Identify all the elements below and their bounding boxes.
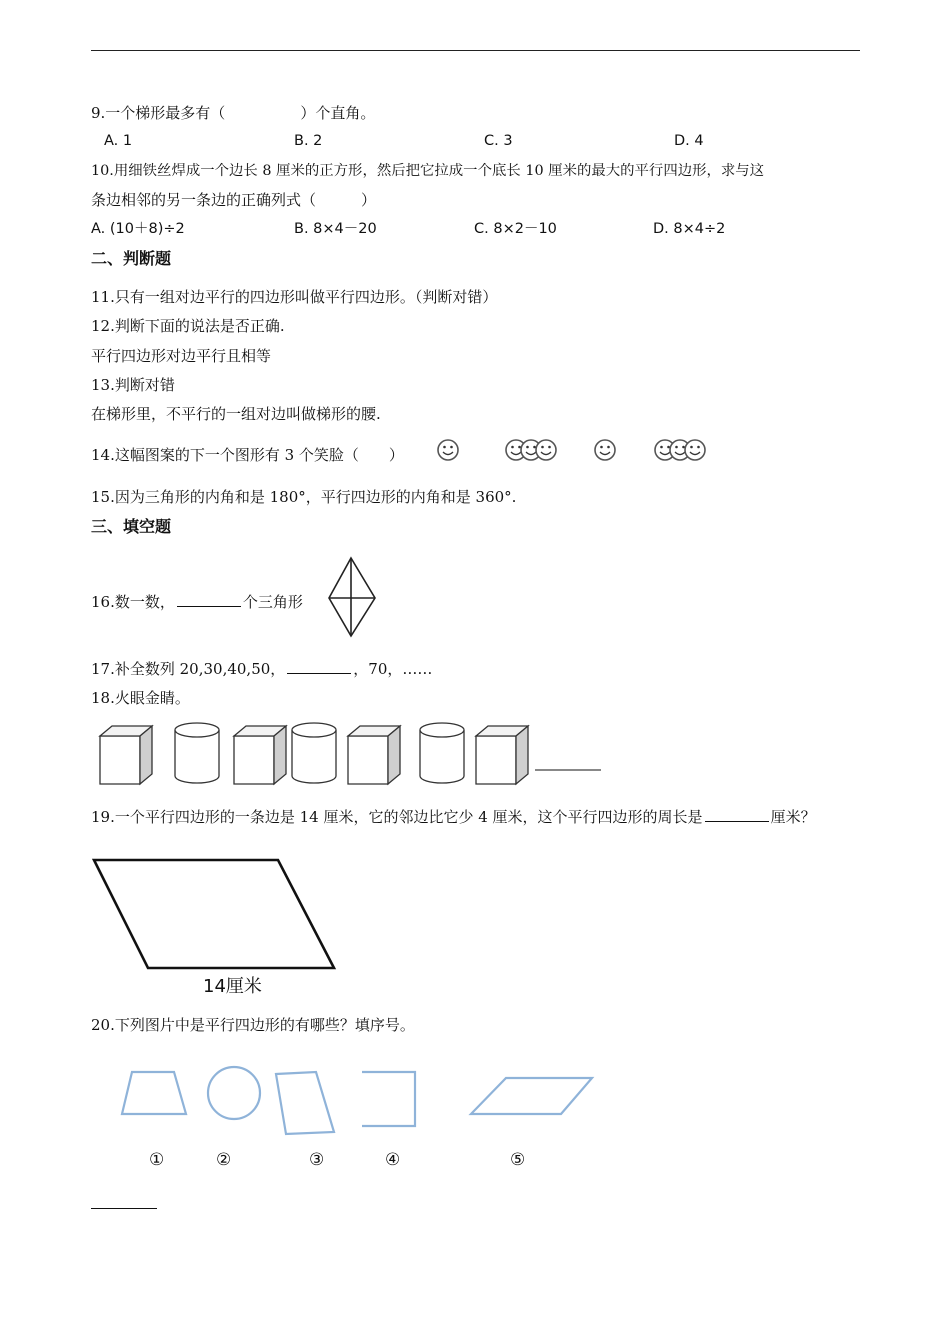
parallelogram-shape [471, 1078, 592, 1114]
open-square-shape [362, 1072, 415, 1126]
question-18: 18.火眼金睛。 [91, 689, 190, 707]
q10-option-d: D. 8×4÷2 [653, 221, 726, 237]
question-12-line2: 平行四边形对边平行且相等 [91, 347, 272, 365]
q19-answer-blank[interactable] [705, 807, 769, 822]
question-15: 15.因为三角形的内角和是 180°，平行四边形的内角和是 360°. [91, 488, 517, 506]
q17-answer-blank[interactable] [287, 659, 351, 674]
q9-option-c: C. 3 [484, 133, 513, 149]
q16-text-after: 个三角形 [242, 593, 303, 611]
cube-cylinder-pattern-figure [95, 722, 605, 792]
parallelogram-figure [90, 856, 340, 972]
parallelogram-base-label: 14厘米 [203, 976, 262, 997]
trapezoid-shape [122, 1072, 186, 1114]
question-17 [91, 658, 432, 680]
question-12-line1: 12.判断下面的说法是否正确. [91, 317, 285, 335]
question-13-line1: 13.判断对错 [91, 376, 175, 394]
q20-answer-blank[interactable] [91, 1208, 157, 1209]
section-judgment-heading: 二、判断题 [91, 249, 172, 268]
question-13-line2: 在梯形里，不平行的一组对边叫做梯形的腰. [91, 405, 381, 423]
smiley-pattern-figure [430, 432, 720, 468]
circle-shape [208, 1067, 260, 1119]
shape-label-4: ④ [385, 1150, 401, 1170]
smiley-face-icon [438, 440, 458, 460]
question-10-line1: 10.用细铁丝焊成一个边长 8 厘米的正方形，然后把它拉成一个底长 10 厘米的最大的平行四边形，求与这 [91, 163, 765, 179]
cube-icon [348, 726, 400, 784]
question-16 [91, 591, 303, 613]
header-rule [91, 50, 860, 51]
q19-text-after: 厘米？ [770, 808, 816, 826]
question-9: 9.一个梯形最多有（ ）个直角。 [91, 104, 376, 122]
cube-icon [100, 726, 152, 784]
smiley-face-icon [685, 440, 705, 460]
cube-icon [476, 726, 528, 784]
q10-option-b: B. 8×4－20 [294, 221, 377, 237]
q16-answer-blank[interactable] [177, 592, 241, 607]
q19-text-before: 19.一个平行四边形的一条边是 14 厘米，它的邻边比它少 4 厘米，这个平行四边形的周长是 [91, 808, 703, 826]
smiley-face-icon [595, 440, 615, 460]
question-20: 20.下列图片中是平行四边形的有哪些？填序号。 [91, 1016, 415, 1034]
q10-option-a: A. (10＋8)÷2 [91, 221, 185, 237]
q9-option-b: B. 2 [294, 133, 323, 149]
shapes-selection-figure [118, 1062, 598, 1142]
q16-text-before: 16.数一数， [91, 593, 175, 611]
quadrilateral-shape [276, 1072, 334, 1134]
section-fill-heading: 三、填空题 [91, 517, 172, 536]
question-11: 11.只有一组对边平行的四边形叫做平行四边形。（判断对错） [91, 288, 498, 306]
cylinder-icon [175, 723, 219, 783]
shape-label-2: ② [216, 1150, 232, 1170]
rhombus-triangles-figure [325, 556, 379, 638]
q9-option-a: A. 1 [104, 133, 133, 149]
question-14: 14.这幅图案的下一个图形有 3 个笑脸（ ） [91, 446, 404, 464]
cylinder-icon [420, 723, 464, 783]
cylinder-icon [292, 723, 336, 783]
shape-label-5: ⑤ [510, 1150, 526, 1170]
q9-option-d: D. 4 [674, 133, 704, 149]
q10-option-c: C. 8×2－10 [474, 221, 557, 237]
q17-text-after: ，70，…… [353, 660, 433, 678]
question-19 [91, 806, 816, 828]
question-10-line2: 条边相邻的另一条边的正确列式（ ） [91, 191, 377, 209]
q17-text-before: 17.补全数列 20,30,40,50， [91, 660, 286, 678]
smiley-face-icon [536, 440, 556, 460]
shape-label-3: ③ [309, 1150, 325, 1170]
shape-label-1: ① [149, 1150, 165, 1170]
cube-icon [234, 726, 286, 784]
